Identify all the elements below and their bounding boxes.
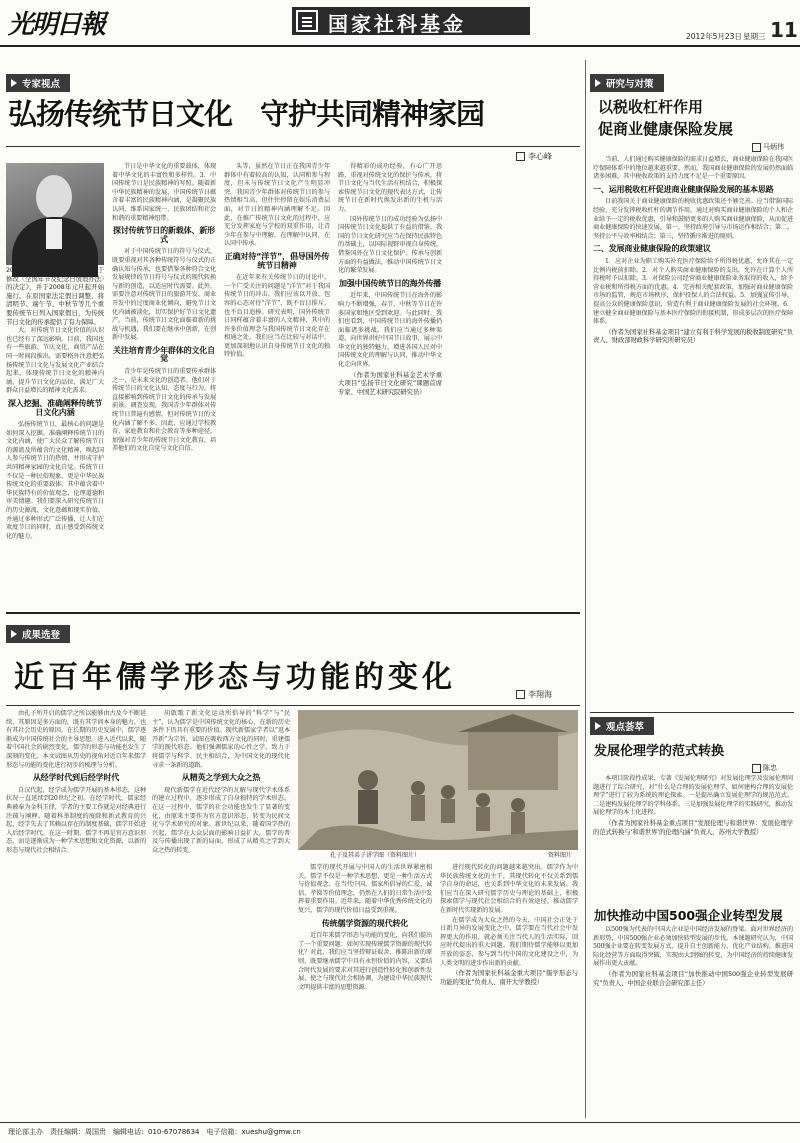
article2-column-1 bbox=[6, 710, 146, 1110]
article1-col1-para: 大，对传统节日文化价值的认识也已经有了深远影响。目前，我国也有一些旅游、节庆文化、商贸产品在同一时间段推出，需要格外注意把弘扬传统节日文化与发展文化产业结合起来，体现传统节日文化的精神内涵，提升节日文化的品位，满足广大群众日益增长的精神文化需求。 bbox=[6, 327, 104, 395]
article3-body-2 bbox=[593, 775, 793, 895]
right-section-divider bbox=[590, 712, 794, 713]
article3-headline-1: 以税收杠杆作用 bbox=[598, 98, 704, 116]
article3-body-3 bbox=[593, 926, 793, 1112]
article3-subhead-1: 一、运用税收杠杆促进商业健康保险发展的基本思路 bbox=[593, 184, 774, 194]
footer-credits: 理论部主办 责任编辑：周国贵 编辑电话：010-67078634 电子信箱：xueshu@gmw.cn bbox=[8, 1128, 301, 1136]
issue-date: 2012年5月23日 bbox=[686, 32, 742, 41]
article3-intro: 当前，人们通过购买健康保险的需求日益增长，商业健康保险在我国医疗保障体系中的地位越来越重要。然而，我国商业健康保险的发展仍然面临诸多困难，其中税收政策的支持力度不足是一个重要原因。 bbox=[593, 156, 793, 181]
article1-col2-para: 节日是中华文化的重要载体，体现着中华文化的丰富性和多样性。3．中国传统节日是民族精神的写照。随着新中华民族精神的发展，中国传统节日蕴含着丰富的民族精神内涵，是凝聚民族认同、维系国家统一、民族团结和社会和谐的重要精神纽带。 bbox=[112, 163, 216, 222]
article1-column-3 bbox=[224, 163, 330, 575]
article1-head-rule bbox=[6, 146, 580, 147]
article2-col1-para: 由孔子所开启的儒学之所以能够由古及今不断延续，其原因是多方面的，既有其学问本身的魅力，也有其社会历史的原因。在长期的历史发展中，儒学逐渐成为中国传统社会的主导思想。进入近代以来，随着中国社会的剧烈变化，儒学的形态与功能也发生了深刻的变化。本文试图从历史的视角对近百年来儒学形态与功能的变化进行初步的梳理与分析。 bbox=[6, 710, 146, 769]
article3-tag: 研究与对策 bbox=[590, 74, 664, 92]
article2-col4-para: 进行现代转化的问题越来越突出。儒学作为中华民族传统文化的主干，其现代转化不仅关系到儒学自身的命运，也关系到中华文化的未来发展。我们应当在深入研究儒学历史与理论的基础上，积极探索儒学与现代社会相结合的有效途径，推动儒学在新时代实现新的发展。 bbox=[440, 864, 578, 914]
article1-subhead-1: 深入挖掘、准确阐释传统节日文化内涵 bbox=[7, 398, 103, 417]
article1-col2-para-b: 对于中国传统节日的符号与仪式，既要重视对其各种传统符号与仪式的正确认知与传承，也要借鉴各种符合文化发展规律的节日符号与仪式的现代转换与新的创造，以适应时代需要。此外，需要注意对传统节日的旅游开发、商业开发中的过度商业化倾向，避免节日文化内涵被淡化，切实保护好节日文化遗产。当前，传统节日文化面临着新的挑战与机遇，我们要在继承中创新，在创新中发展。 bbox=[112, 248, 216, 342]
article3-author: 马炳伟 bbox=[763, 143, 784, 151]
article1-column-2 bbox=[112, 163, 216, 575]
article1-col3-para: 头等，虽然在节日正在我国青少年群体中有着较高的认知，认同和参与程度，但未与传统节日文化产生明显冲突。我国青少年群体对传统节日的参与热情相当高，但往往停留在娱乐消费层面，对节日的精神内涵理解不足。因此，在推广传统节日文化的过程中，应充分发挥家庭与学校的双重作用，让青少年在参与中理解，在理解中认同，在认同中传承。 bbox=[224, 163, 330, 248]
painting-scene bbox=[298, 710, 578, 850]
author-box-icon-2 bbox=[516, 690, 525, 699]
photo-caption: 2007年12月，国务院公布《关于修改〈全国年节及纪念日放假办法〉的决定》，并于2008年元旦起开始施行。在原国家法定假日调整、将清明节、端午节、中秋节等几个重要传统节日列入国家假日，为传统节日文化的传承提供了有力保障。 bbox=[6, 266, 104, 326]
article3-author2: 陈忠 bbox=[763, 764, 777, 772]
masthead-rule bbox=[0, 45, 800, 47]
article1-headline: 弘扬传统节日文化 守护共同精神家园 bbox=[8, 97, 485, 131]
illustration-source: 资料图片 bbox=[548, 852, 573, 859]
article2-column-2 bbox=[152, 710, 290, 1110]
illustration-caption: 孔子及其弟子讲学图（资料图片） bbox=[330, 852, 421, 859]
article3-subhead-2: 二、发展商业健康保险的政策建议 bbox=[593, 244, 711, 254]
article1-col4-para: 得精彩的成功经验，有心广开思路，重视对传统文化的保护与传承，将节日文化与当代生活有机结合，积极探索传统节日文化的现代表达方式，让传统节日在新时代焕发出新的生机与活力。 bbox=[338, 163, 442, 213]
article2-col3-para: 儒学的现代开展与中国人的生活世界紧密相关。儒学不仅是一种学术思想，更是一种生活方式与价值观念。在当代中国，儒家所倡导的仁爱、诚信、孝悌等价值理念，仍然在人们的日常生活中发挥着重要作用。近年来，随着中华优秀传统文化的复兴，儒学的现代价值日益受到重视。 bbox=[298, 864, 432, 914]
article2-col3-para-b: 近百年来儒学形态与功能的变化，向我们提出了一个重要问题：如何实现传统儒学资源的现代转化？对此，我们应当坚持辩证取舍、推陈出新的原则，既要继承儒学中具有永恒价值的内容，又要结合时代发展的要求对其进行创造性转化和创新性发展，使之与现代社会相协调，为建设中华民族现代文明提供丰富的思想资源。 bbox=[298, 932, 432, 991]
article2-col1-para-b: 自汉代起，经学成为儒学开展的基本形态，这种状况一直延续到20世纪之初。在经学时代，儒家经典被奉为金科玉律，学者的主要工作就是对经典进行注疏与阐释。随着科举制度的废除和新式教育的兴起，经学失去了其赖以存在的制度基础，儒学开始进入后经学时代。在这一时期，儒学不再是官方意识形态，而是逐渐成为一种学术思想和文化资源，以新的形态与现代社会相结合。 bbox=[6, 786, 146, 854]
article1-subhead-2: 探讨传统节日的新载体、新形式 bbox=[112, 226, 216, 244]
footer-rule bbox=[0, 1122, 800, 1123]
article3-body-2: 1．应对企业为职工购买补充医疗保险给予所得税优惠，允许其在一定比例内税前扣除。2．对个人购买商业健康保险的支出，允许在计算个人所得税时予以扣除。3．对保险公司经营商业健康保险业务取得的收入，给予营业税和所得税方面的优惠。4．完善相关配套政策，加强对商业健康保险市场的监管，规范市场秩序，保护投保人的合法权益。5．加强宣传引导，提高公众的健康保险意识，营造有利于商业健康保险发展的社会环境。6．建立健全商业健康保险与基本医疗保险的衔接机制，形成多层次的医疗保障体系。 bbox=[593, 257, 793, 326]
newspaper-logo: 光明日報 bbox=[8, 10, 105, 40]
article2-tag: 成果选登 bbox=[6, 625, 70, 643]
article2-subhead-2: 从精英之学到大众之热 bbox=[181, 773, 261, 783]
article2-author: 李翔海 bbox=[528, 690, 552, 699]
article3-body-1: 目前我国关于商业健康保险的税收优惠政策还不够完善。应当借鉴国际经验，充分发挥税收杠杆的调节作用，通过对购买商业健康保险的个人和企业给予一定的税收优惠，引导和鼓励更多的人购买商业健康保险，从而促进商业健康保险的快速发展。第一，坚持政府引导与市场运作相结合；第二，坚持公平与效率相结合；第三，坚持循序渐进的原则。 bbox=[593, 198, 793, 240]
article1-col2-para-c: 青少年是传统节日的重要传承群体之一，是未来文化的创造者。他们对于传统节日的文化认知、态度与行为，将直接影响到传统节日文化的传承与发展前景。调查发现，我国青少年群体对传统节日普遍有感情，但对传统节日的文化内涵了解不多。因此，应通过学校教育、家庭教育和社会教育等多种途径，加强对青少年的传统节日文化教育，培养他们的文化自觉与文化自信。 bbox=[112, 368, 216, 453]
article1-author: 李心峰 bbox=[528, 152, 552, 161]
article2-column-3 bbox=[298, 864, 432, 1110]
issue-weekday: 星期三 bbox=[743, 32, 766, 41]
article3-tag2: 观点荟萃 bbox=[590, 717, 654, 735]
portrait-head bbox=[36, 175, 72, 219]
article2-head-rule bbox=[6, 705, 580, 706]
article1-col3-para-b: 在近年来有关传统节日的讨论中，一个广受关注的问题是“洋节”对于我国传统节日的冲击。我们应该以开放、包容的心态对待“洋节”，既不盲目排斥，也不盲目追捧。研究表明，国外传统节日同样蕴含着丰富的人文精神，其中的许多价值理念与我国传统节日文化存在相通之处。我们应当在比较与对话中，更加深刻地认识自身传统节日文化的独特价值。 bbox=[224, 274, 330, 359]
section-emblem-icon bbox=[296, 10, 318, 32]
author-box-icon-3 bbox=[752, 143, 761, 152]
article2-column-4 bbox=[440, 864, 578, 1110]
article1-column-1 bbox=[6, 266, 104, 540]
masthead bbox=[0, 0, 800, 45]
article1-tag: 专家视点 bbox=[6, 74, 70, 92]
article3-body bbox=[593, 156, 793, 624]
article1-col4-para-c: 近年来，中国传统节日在海外的影响力不断增强，春节、中秋等节日在许多国家和地区受到欢迎。与此同时，我们也看到，中国传统节日的海外传播仍面临诸多挑战。我们应当通过多种渠道，向世界讲好中国节日故事，展示中华文化的独特魅力，增进各国人民对中国传统文化的理解与认同，推动中华文化走向世界。 bbox=[338, 292, 442, 369]
article2-subhead-1: 从经学时代到后经学时代 bbox=[32, 773, 120, 783]
article2-headline: 近百年儒学形态与功能的变化 bbox=[14, 660, 456, 695]
article3-footnote: （作者为国家社科基金项目“建立有利于科学发展的税收制度研究”负责人、财政部财政科学研究所研究员） bbox=[593, 327, 793, 345]
article2-subhead-3: 传统儒学资源的现代转化 bbox=[321, 918, 409, 928]
article3-headline-2: 促商业健康保险发展 bbox=[598, 120, 734, 138]
article1-photo bbox=[6, 163, 104, 265]
right-column-divider bbox=[585, 60, 586, 1118]
article1-column-4 bbox=[338, 163, 442, 575]
article1-subhead-4: 正确对待“洋节”，倡导国外传统节日精神 bbox=[224, 251, 330, 270]
article1-subhead-5: 加强中国传统节日的海外传播 bbox=[338, 278, 442, 288]
article3-body-4: 以500强为代表的中国大企业是中国经济发展的脊梁。面对世界经济的新形势，中国500强企业必须加快转型发展的步伐。本课题研究认为，中国500强企业要在转变发展方式、提升自主创新能力、优化产业结构、推进国际化经营等方面取得突破，实现由大到强的转变，为中国经济的持续健康发展作出更大贡献。 bbox=[593, 926, 793, 968]
page-number: 11 bbox=[770, 18, 798, 42]
article2-footnote: （作者为国家社科基金重大项目“儒学形态与功能的变化”负责人、南开大学教授） bbox=[440, 969, 578, 986]
article2-illustration bbox=[298, 710, 578, 850]
article1-col1-para-b: 弘扬传统节日，最核心的问题是如何深入挖掘、准确阐释传统节日的文化内涵，使广大民众了解传统节日的源流及所蕴含的文化精神，唤起国人参与传统节日的热情，并形成守护共同精神家园的文化自觉。传统节日不仅是一种民俗现象，更是中华民族传统文化的重要载体，其中蕴含着中华民族特有的价值观念、伦理道德和审美情趣。我们要深入研究传统节日的历史源流、文化意蕴和现实价值，并通过多种形式广泛传播，让人们在欢度节日的同时，真正感受到传统文化的魅力。 bbox=[6, 421, 104, 540]
portrait-collar bbox=[46, 219, 62, 249]
article3-footnote-2: （作者为国家社科基金重点项目“发展伦理与和谐世界：发展伦理学的范式转换与‘和谐世界’的伦理内涵”负责人、苏州大学教授） bbox=[593, 818, 793, 836]
author-box-icon bbox=[516, 152, 525, 161]
article3-footnote-3: （作者为国家社科基金项目“加快推动中国500强企业转型发展研究”负责人、中国企业联合会研究部主任） bbox=[593, 969, 793, 987]
author-box-icon-4 bbox=[752, 764, 761, 773]
section-badge bbox=[292, 7, 530, 35]
article1-col4-para-b: 国外传统节日的成功经验为弘扬中国传统节日文化提供了有益的借鉴。我国的节日文化研究应当在保持民族特色的基础上，以国际视野审视自身传统，借鉴国外在节日文化保护、传承与创新方面的有益做法，推动中国传统节日文化的繁荣发展。 bbox=[338, 215, 442, 275]
article2-col2-para: 胡啟歌了新文化运动所倡导的“科学”与“民主”，认为儒学是中国传统文化的核心，在新的历史条件下仍具有重要的价值。现代新儒家学者以“返本开新”为宗旨，试图在吸收西方文化的同时，重建儒学的现代形态。他们强调儒家的心性之学，致力于将儒学与科学、民主相结合，为中国文化的现代化寻求一条新的道路。 bbox=[152, 710, 290, 769]
section-divider bbox=[6, 612, 580, 614]
article3-headline-4: 加快推动中国500强企业转型发展 bbox=[594, 908, 783, 923]
article2-col4-para-b: 在儒学成为大众之热的今天，中国社会正处于日新月异的发展变化之中。儒学要在当代社会中发挥更大的作用，就必须关注当代人的生活实际，回应时代提出的重大问题。我们期待儒学能够以更加开放的姿态，参与到当代中国的文化建设之中，为人类文明的进步作出新的贡献。 bbox=[440, 916, 578, 967]
section-title: 国家社科基金 bbox=[328, 12, 466, 36]
article1-footnote: （作者为国家社科基金艺术学重大项目“弘扬节日文化研究”课题首席专家、中国艺术研究院研究员） bbox=[338, 370, 442, 396]
article2-col2-para-b: 现代新儒学在近代经学的瓦解与现代学术体系的建立过程中，逐步形成了自身独特的学术形态。在这一过程中，儒学的社会功能也发生了显著的变化，由原来主要作为官方意识形态，转变为民间文化与学术研究的对象。新世纪以来，随着国学热的兴起，儒学在大众层面的影响日益扩大，儒学的普及与传播出现了新的局面，形成了从精英之学到大众之热的转变。 bbox=[152, 786, 290, 854]
article1-subhead-3: 关注培育青少年群体的文化自觉 bbox=[112, 345, 216, 364]
article3-headline-3: 发展伦理学的范式转换 bbox=[594, 744, 725, 759]
article3-body-3: 本项目阶段性成果、专著《发展伦理研究》对发展伦理学及发展伦理问题进行了综合研究，对“什么是合理的发展伦理学、如何建构合理的发展伦理学”进行了较为系统的理论探索。一是提出确立发展伦理学的规范范式。二是建构发展伦理学的学科体系。三是加强发展伦理学的实践研究，推动发展伦理学的本土化进程。 bbox=[593, 775, 793, 817]
